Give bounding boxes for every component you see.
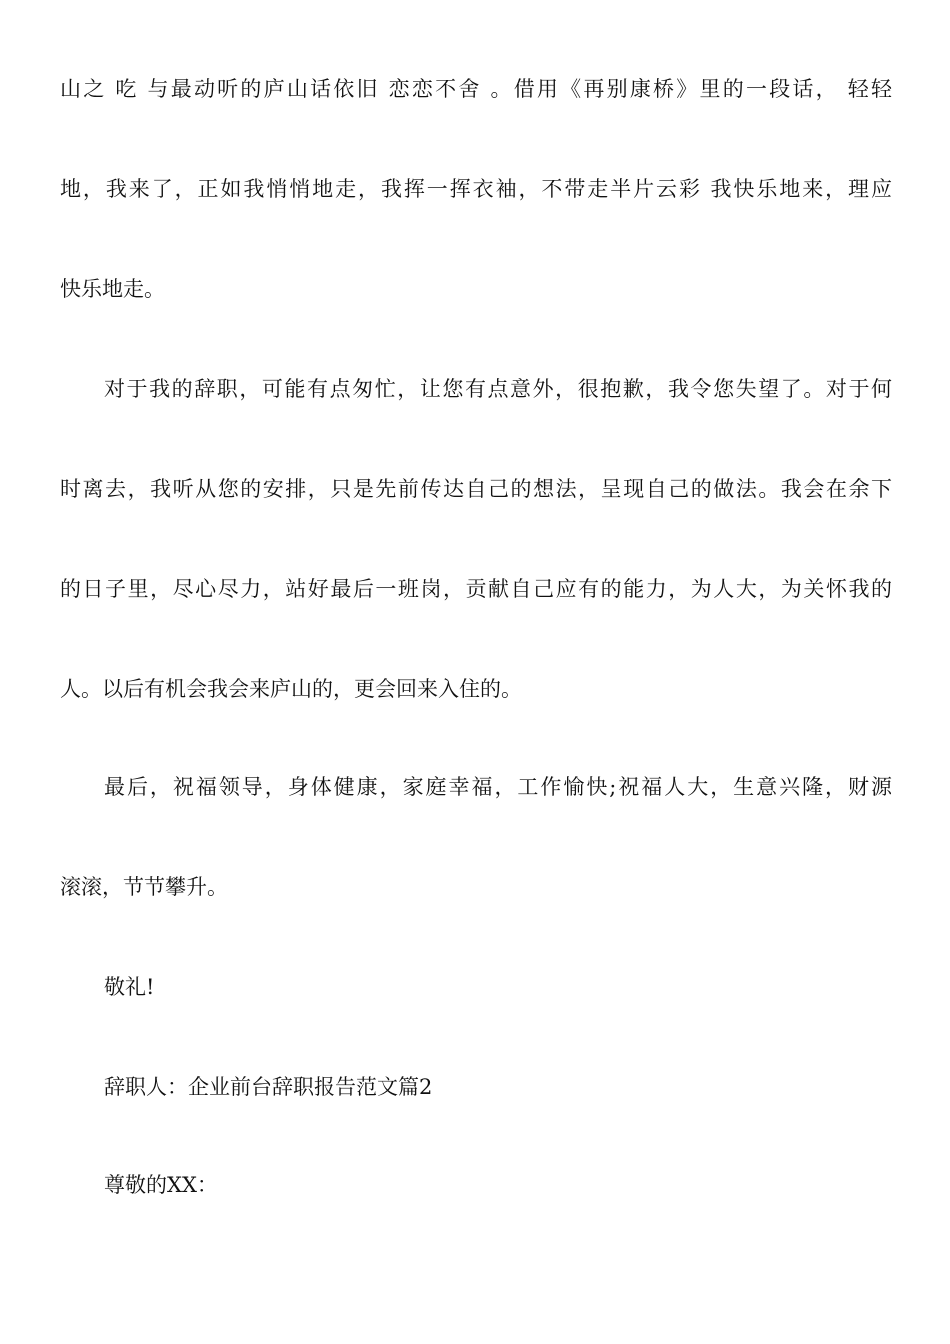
paragraph-line-7: 人。以后有机会我会来庐山的，更会回来入住的。 (60, 677, 522, 701)
signature-heading: 辞职人：企业前台辞职报告范文篇2 (104, 1075, 433, 1099)
paragraph-line-4: 对于我的辞职，可能有点匆忙，让您有点意外，很抱歉，我令您失望了。对于何 (104, 377, 892, 401)
closing-salutation: 敬礼! (104, 975, 155, 999)
paragraph-line-9: 滚滚，节节攀升。 (60, 875, 228, 899)
paragraph-line-2: 地，我来了，正如我悄悄地走，我挥一挥衣袖，不带走半片云彩 我快乐地来，理应 (60, 177, 892, 201)
greeting-line: 尊敬的XX： (104, 1173, 218, 1197)
paragraph-line-8: 最后，祝福领导，身体健康，家庭幸福，工作愉快;祝福人大，生意兴隆，财源 (104, 775, 892, 799)
paragraph-line-5: 时离去，我听从您的安排，只是先前传达自己的想法，呈现自己的做法。我会在余下 (60, 477, 892, 501)
paragraph-line-3: 快乐地走。 (60, 277, 165, 301)
paragraph-line-1: 山之 吃 与最动听的庐山话依旧 恋恋不舍 。借用《再别康桥》里的一段话， 轻轻 (60, 77, 892, 101)
paragraph-line-6: 的日子里，尽心尽力，站好最后一班岗，贡献自己应有的能力，为人大，为关怀我的 (60, 577, 892, 601)
